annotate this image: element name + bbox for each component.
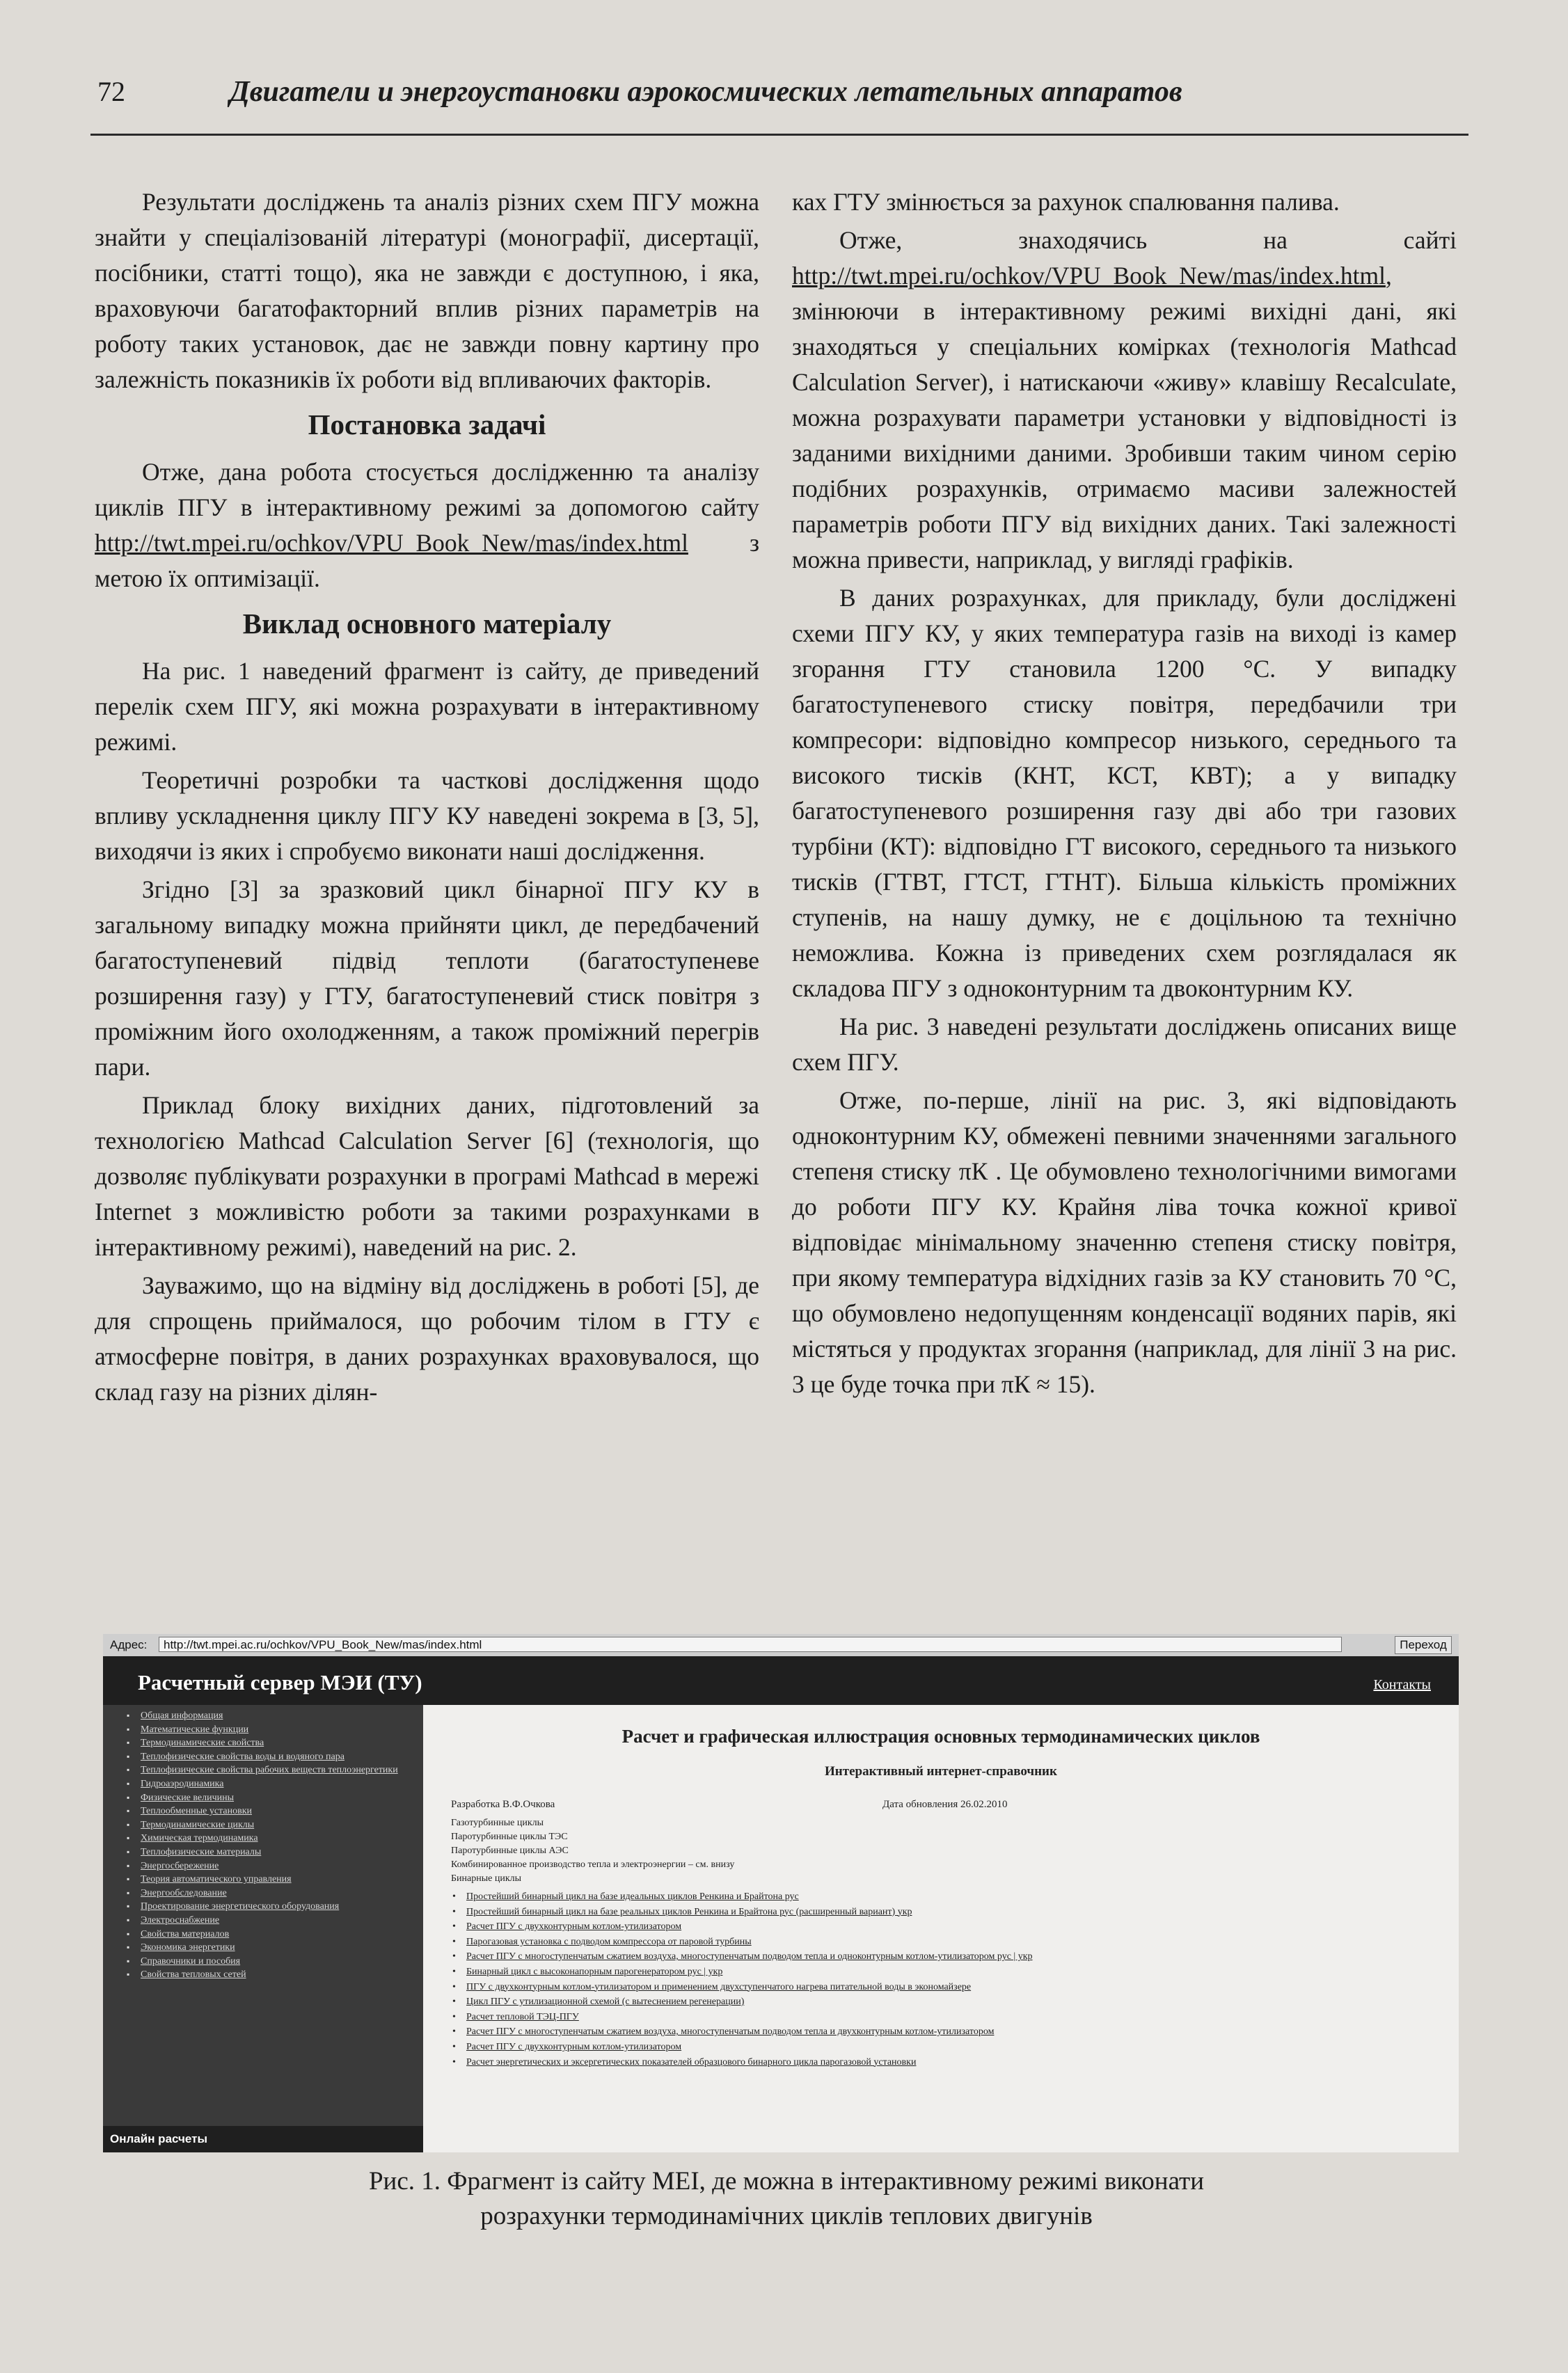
sidebar-item[interactable]: ▪ Общая информация <box>141 1709 423 1723</box>
site-header <box>103 1656 1459 1705</box>
sidebar-item[interactable]: ▪ Свойства материалов <box>141 1928 423 1942</box>
sidebar-item[interactable]: ▪ Термодинамические циклы <box>141 1818 423 1832</box>
go-button[interactable]: Переход <box>1395 1636 1452 1654</box>
sidebar-item[interactable]: ▪ Математические функции <box>141 1723 423 1737</box>
paragraph: Результати досліджень та аналіз різних схем ПГУ можна знайти у спеціалізованій літературі (монографії, дисертації, посібники, статті тощо), яка не завжди є доступною, і яка, враховуючи багатофакторний вплив різних параметрів на роботу таких установок, дає не завжди повну картину про залежність показників їх роботи від впливаючих факторів. <box>95 188 759 393</box>
sidebar-item[interactable]: ▪ Теплообменные установки <box>141 1804 423 1818</box>
category-item[interactable]: Комбинированное производство тепла и электроэнергии – см. внизу <box>451 1859 735 1870</box>
paragraph: Отже, по-перше, лінії на рис. 3, які відповідають одноконтурним КУ, обмежені певними значеннями загального степеня стиску πК . Це обумовлено технологічними вимогами до роботи ПГУ КУ. Крайня ліва точка кожної кривої відповідає мінімальному значенню степеня стиску повітря, при якому температура відхідних газів за КУ становить 70 °С, що обумовлено недопущенням конденсації водяних парів, які містяться у продуктах згорання (наприклад, для лінії 3 на рис. 3 це буде точка при πК ≈ 15). <box>792 1086 1457 1398</box>
main-subtitle: Интерактивный интернет-справочник <box>825 1764 1057 1779</box>
cycle-link[interactable]: • Расчет ПГУ с многоступенчатым сжатием воздуха, многоступенчатым подводом тепла и двухконтурным котлом-утилизатором <box>452 2024 1427 2040</box>
section-heading-problem: Постановка задачі <box>308 408 546 441</box>
caption-line: Рис. 1. Фрагмент із сайту МЕІ, де можна в інтерактивному режимі виконати <box>368 2167 1205 2196</box>
page-header <box>97 75 1462 117</box>
category-item[interactable]: Паротурбинные циклы АЭС <box>451 1846 569 1856</box>
site-main <box>423 1705 1459 2152</box>
category-item[interactable]: Паротурбинные циклы ТЭС <box>451 1832 568 1842</box>
cycle-link[interactable]: • Расчет тепловой ТЭЦ-ПГУ <box>452 2010 1427 2025</box>
cycle-link[interactable]: • Простейший бинарный цикл на базе реальных циклов Ренкина и Брайтона рус (расширенный вариант) укр <box>452 1905 1427 1920</box>
cycle-list <box>452 1889 1427 2070</box>
paragraph: На рис. 1 наведений фрагмент із сайту, де приведений перелік схем ПГУ, які можна розрахувати в інтерактивному режимі. <box>95 657 759 756</box>
site-sidebar <box>103 1705 423 2126</box>
paragraph: На рис. 3 наведені результати досліджень описаних вище схем ПГУ. <box>792 1013 1457 1076</box>
cycle-link[interactable]: • Расчет энергетических и эксергетических показателей образцового бинарного цикла парогазовой установки <box>452 2055 1427 2070</box>
header-rule <box>90 134 1468 136</box>
site-link[interactable]: http://twt.mpei.ru/ochkov/VPU_Book_New/mas/index.html <box>792 262 1386 289</box>
address-url-field[interactable]: http://twt.mpei.ac.ru/ochkov/VPU_Book_New/mas/index.html <box>159 1637 1342 1652</box>
paragraph: Отже, дана робота стосується дослідженню та аналізу циклів ПГУ в інтерактивному режимі за допомогою сайту http://twt.mpei.ru/ochkov/VPU_Book_New/mas/index.html з метою їх оптимізації. <box>95 458 759 592</box>
sidebar-item[interactable]: ▪ Химическая термодинамика <box>141 1832 423 1846</box>
paragraph: ках ГТУ змінюється за рахунок спалювання палива. <box>792 188 1340 216</box>
category-item[interactable]: Бинарные циклы <box>451 1873 522 1884</box>
sidebar-item[interactable]: ▪ Проектирование энергетического оборудования <box>141 1900 423 1914</box>
site-link[interactable]: http://twt.mpei.ru/ochkov/VPU_Book_New/mas/index.html <box>95 529 688 557</box>
left-column <box>95 184 759 1413</box>
paragraph: Приклад блоку вихідних даних, підготовлений за технологією Mathcad Calculation Server [6] (технологія, що дозволяє публікувати розрахунки в програмі Mathcad в мережі Internet з можливістю роботи за такими розрахунками в інтерактивному режимі), наведений на рис. 2. <box>95 1091 759 1261</box>
sidebar-item[interactable]: ▪ Физические величины <box>141 1791 423 1805</box>
cycle-link[interactable]: • Парогазовая установка с подводом компрессора от паровой турбины <box>452 1935 1427 1950</box>
main-title: Расчет и графическая иллюстрация основных термодинамических циклов <box>621 1726 1260 1747</box>
cycle-link[interactable]: • Расчет ПГУ с многоступенчатым сжатием воздуха, многоступенчатым подводом тепла и одноконтурным котлом-утилизатором рус | укр <box>452 1949 1427 1965</box>
contacts-link[interactable]: Контакты <box>1373 1677 1431 1692</box>
sidebar-list <box>103 1705 423 1982</box>
address-bar <box>103 1634 1459 1657</box>
sidebar-item[interactable]: ▪ Теория автоматического управления <box>141 1873 423 1887</box>
paragraph: Теоретичні розробки та часткові дослідження щодо впливу ускладнення циклу ПГУ КУ наведені зокрема в [3, 5], виходячи із яких і спробуємо виконати наші дослідження. <box>95 766 759 865</box>
right-column <box>792 184 1457 1405</box>
cycle-link[interactable]: • Цикл ПГУ с утилизационной схемой (с вытеснением регенерации) <box>452 1994 1427 2010</box>
sidebar-item[interactable]: ▪ Энергосбережение <box>141 1859 423 1873</box>
cycle-link[interactable]: • Расчет ПГУ с двухконтурным котлом-утилизатором <box>452 2040 1427 2055</box>
category-list <box>451 1816 734 1886</box>
caption-line: розрахунки термодинамічних циклів теплових двигунів <box>480 2202 1093 2230</box>
address-label: Адрес: <box>110 1638 148 1651</box>
sidebar-item[interactable]: ▪ Теплофизические свойства рабочих веществ теплоэнергетики <box>141 1763 423 1777</box>
section-heading-main: Виклад основного матеріалу <box>242 608 612 640</box>
cycle-link[interactable]: • ПГУ с двухконтурным котлом-утилизатором и применением двухступенчатого нагрева питательной воды в экономайзере <box>452 1980 1427 1995</box>
update-date: Дата обновления 26.02.2010 <box>882 1799 1008 1810</box>
paragraph: Згідно [3] за зразковий цикл бінарної ПГУ КУ в загальному випадку можна прийняти цикл, де передбачений багатоступеневий підвід теплоти (багатоступеневе розширення газу) у ГТУ, багатоступеневий стиск повітря з проміжним його охолодженням, а також проміжний перегрів пари. <box>95 875 759 1081</box>
site-title[interactable]: Расчетный сервер МЭИ (ТУ) <box>138 1670 422 1695</box>
category-item[interactable]: Газотурбинные циклы <box>451 1818 544 1828</box>
paragraph: Зауважимо, що на відміну від досліджень в роботі [5], де для спрощень приймалося, що робочим тілом в ГТУ є атмосферне повітря, в даних розрахунках враховувалося, що склад газу на різних ділян- <box>95 1271 759 1406</box>
figure-caption <box>97 2164 1475 2234</box>
page-number: 72 <box>97 76 125 107</box>
sidebar-item[interactable]: ▪ Теплофизические материалы <box>141 1846 423 1859</box>
online-calc-label[interactable]: Онлайн расчеты <box>103 2126 423 2152</box>
cycle-link[interactable]: • Простейший бинарный цикл на базе идеальных циклов Ренкина и Брайтона рус <box>452 1889 1427 1905</box>
sidebar-item[interactable]: ▪ Теплофизические свойства воды и водяного пара <box>141 1750 423 1764</box>
sidebar-item[interactable]: ▪ Термодинамические свойства <box>141 1736 423 1750</box>
sidebar-item[interactable]: ▪ Энергообследование <box>141 1887 423 1900</box>
cycle-link[interactable]: • Расчет ПГУ с двухконтурным котлом-утилизатором <box>452 1919 1427 1935</box>
sidebar-item[interactable]: ▪ Свойства тепловых сетей <box>141 1968 423 1982</box>
sidebar-item[interactable]: ▪ Гидроаэродинамика <box>141 1777 423 1791</box>
sidebar-item[interactable]: ▪ Электроснабжение <box>141 1914 423 1928</box>
sidebar-item[interactable]: ▪ Экономика энергетики <box>141 1941 423 1955</box>
author-line: Разработка В.Ф.Очкова <box>451 1799 555 1810</box>
sidebar-item[interactable]: ▪ Справочники и пособия <box>141 1955 423 1969</box>
paragraph: Отже, знаходячись на сайті http://twt.mpei.ru/ochkov/VPU_Book_New/mas/index.html, змінюючи в інтерактивному режимі вихідні дані, які знаходяться у спеціальних комірках (технологія Mathcad Calculation Server), і натискаючи «живу» клавішу Recalculate, можна розрахувати параметри установки у відповідності із заданими вихідними даними. Зробивши таким чином серію подібних розрахунків, отримаємо масиви залежностей параметрів роботи ПГУ від вихідних даних. Такі залежності можна привести, наприклад, у вигляді графіків. <box>792 226 1457 573</box>
running-title: Двигатели и энергоустановки аэрокосмических летательных аппаратов <box>230 76 1182 108</box>
cycle-link[interactable]: • Бинарный цикл с высоконапорным парогенератором рус | укр <box>452 1965 1427 1980</box>
paragraph: В даних розрахунках, для прикладу, були досліджені схеми ПГУ КУ, у яких температура газів на виході із камер згорання ГТУ становила 1200 °С. У випадку багатоступеневого стиску повітря, передбачили три компресори: відповідно компресор низького, середнього та високого тисків (КНТ, КСТ, КВТ); а у випадку багатоступеневого розширення газу дві або три газових турбіни (КТ): відповідно ГТ високого, середнього та низького тисків (ГТВТ, ГТСТ, ГТНТ). Більша кількість проміжних ступенів, на нашу думку, не є доцільною та технічно неможлива. Кожна із приведених схем розглядалася як складова ПГУ з одноконтурним та двоконтурним КУ. <box>792 584 1457 1002</box>
figure-website-screenshot <box>103 1634 1459 2152</box>
